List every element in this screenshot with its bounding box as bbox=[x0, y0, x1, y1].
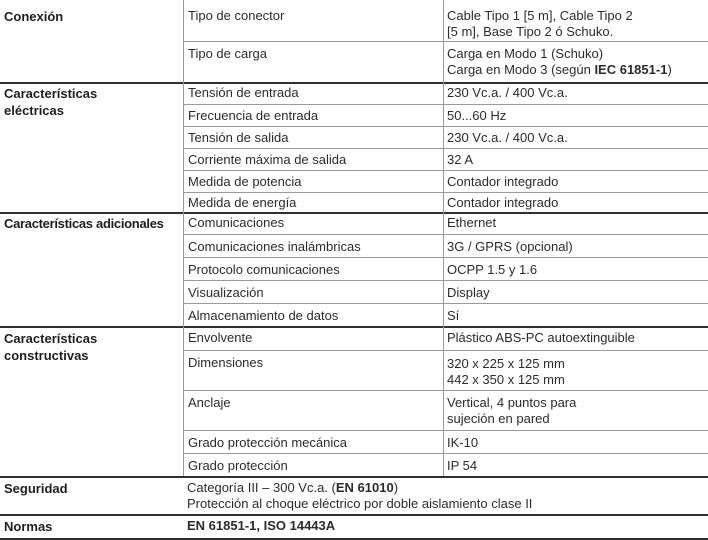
category-line: Características bbox=[4, 331, 98, 346]
group-constructivas bbox=[0, 326, 708, 478]
table-row bbox=[183, 41, 708, 83]
param-label: Tipo de conector bbox=[188, 8, 285, 23]
group-seguridad bbox=[0, 476, 708, 516]
param-label: Comunicaciones bbox=[188, 215, 285, 230]
param-label: Grado protección bbox=[188, 458, 288, 473]
group-conexion bbox=[0, 0, 708, 84]
param-value: 230 Vc.a. / 400 Vc.a. bbox=[447, 85, 568, 100]
table-row bbox=[183, 0, 708, 41]
param-value: Sí bbox=[447, 308, 460, 323]
standard-ref: IEC 61851-1 bbox=[594, 62, 668, 77]
table-row bbox=[183, 390, 708, 431]
table-row bbox=[183, 212, 708, 234]
table-row bbox=[183, 257, 708, 281]
table-row bbox=[183, 303, 708, 327]
table-row bbox=[183, 326, 708, 350]
param-label: Almacenamiento de datos bbox=[188, 308, 339, 323]
category-line: eléctricas bbox=[4, 103, 64, 118]
param-value: IP 54 bbox=[447, 458, 478, 473]
param-value: Contador integrado bbox=[447, 195, 559, 210]
table-row bbox=[183, 170, 708, 193]
table-row bbox=[183, 430, 708, 454]
table-row bbox=[183, 280, 708, 304]
group-adicionales bbox=[0, 212, 708, 328]
param-value: Ethernet bbox=[447, 215, 497, 230]
table-row bbox=[183, 234, 708, 258]
category-normas: Normas bbox=[4, 519, 53, 534]
category-constructivas bbox=[4, 330, 180, 364]
param-label: Tipo de carga bbox=[188, 46, 268, 61]
category-adicionales: Características adicionales bbox=[4, 216, 164, 231]
param-label: Visualización bbox=[188, 285, 264, 300]
value-text: Categoría III – 300 Vc.a. ( bbox=[187, 480, 336, 495]
param-label: Corriente máxima de salida bbox=[188, 152, 347, 167]
value-line: Protección al choque eléctrico por doble aislamiento clase II bbox=[187, 496, 533, 511]
value-line: 442 x 350 x 125 mm bbox=[447, 372, 565, 387]
param-value: Display bbox=[447, 285, 490, 300]
param-value: 50...60 Hz bbox=[447, 108, 507, 123]
param-label: Grado protección mecánica bbox=[188, 435, 347, 450]
param-value: 230 Vc.a. / 400 Vc.a. bbox=[447, 130, 568, 145]
group-electricas bbox=[0, 82, 708, 214]
value-line bbox=[447, 62, 672, 78]
value-line: [5 m], Base Tipo 2 ó Schuko. bbox=[447, 24, 614, 39]
group-normas bbox=[0, 514, 708, 540]
normas-value: EN 61851-1, ISO 14443A bbox=[187, 518, 336, 533]
table-row bbox=[183, 126, 708, 149]
value-line bbox=[187, 480, 532, 496]
table-row bbox=[183, 82, 708, 104]
param-label: Dimensiones bbox=[188, 355, 264, 370]
value-text: ) bbox=[667, 62, 672, 77]
table-row bbox=[183, 350, 708, 391]
param-value bbox=[447, 8, 633, 40]
param-label: Frecuencia de entrada bbox=[188, 108, 319, 123]
param-value: IK-10 bbox=[447, 435, 479, 450]
value-line: 320 x 225 x 125 mm bbox=[447, 356, 565, 371]
param-label: Envolvente bbox=[188, 330, 253, 345]
category-line: constructivas bbox=[4, 348, 89, 363]
table-row bbox=[183, 104, 708, 127]
param-value: 32 A bbox=[447, 152, 474, 167]
table-row bbox=[183, 192, 708, 213]
value-line: sujeción en pared bbox=[447, 411, 550, 426]
param-value: Plástico ABS-PC autoextinguible bbox=[447, 330, 635, 345]
param-label: Comunicaciones inalámbricas bbox=[188, 239, 361, 254]
param-label: Anclaje bbox=[188, 395, 231, 410]
param-label: Medida de energía bbox=[188, 195, 297, 210]
param-value bbox=[447, 395, 576, 427]
param-label: Medida de potencia bbox=[188, 174, 302, 189]
param-value: OCPP 1.5 y 1.6 bbox=[447, 262, 538, 277]
category-seguridad: Seguridad bbox=[4, 481, 68, 496]
value-text: ) bbox=[393, 480, 399, 495]
value-text: Carga en Modo 3 (según bbox=[447, 62, 595, 77]
table-row bbox=[183, 148, 708, 171]
table-row bbox=[183, 453, 708, 477]
category-line: Características bbox=[4, 86, 98, 101]
standard-ref: EN 61010 bbox=[335, 480, 394, 495]
param-label: Protocolo comunicaciones bbox=[188, 262, 340, 277]
param-label: Tensión de salida bbox=[188, 130, 289, 145]
param-value bbox=[447, 356, 565, 388]
param-value bbox=[447, 46, 672, 78]
value-line: Cable Tipo 1 [5 m], Cable Tipo 2 bbox=[447, 8, 633, 23]
category-conexion: Conexión bbox=[4, 9, 64, 24]
param-value: 3G / GPRS (opcional) bbox=[447, 239, 573, 254]
category-electricas bbox=[4, 85, 180, 119]
param-value: Contador integrado bbox=[447, 174, 559, 189]
value-line: Vertical, 4 puntos para bbox=[447, 395, 577, 410]
value-line: Carga en Modo 1 (Schuko) bbox=[447, 46, 604, 61]
param-label: Tensión de entrada bbox=[188, 85, 299, 100]
seguridad-value bbox=[187, 480, 532, 512]
